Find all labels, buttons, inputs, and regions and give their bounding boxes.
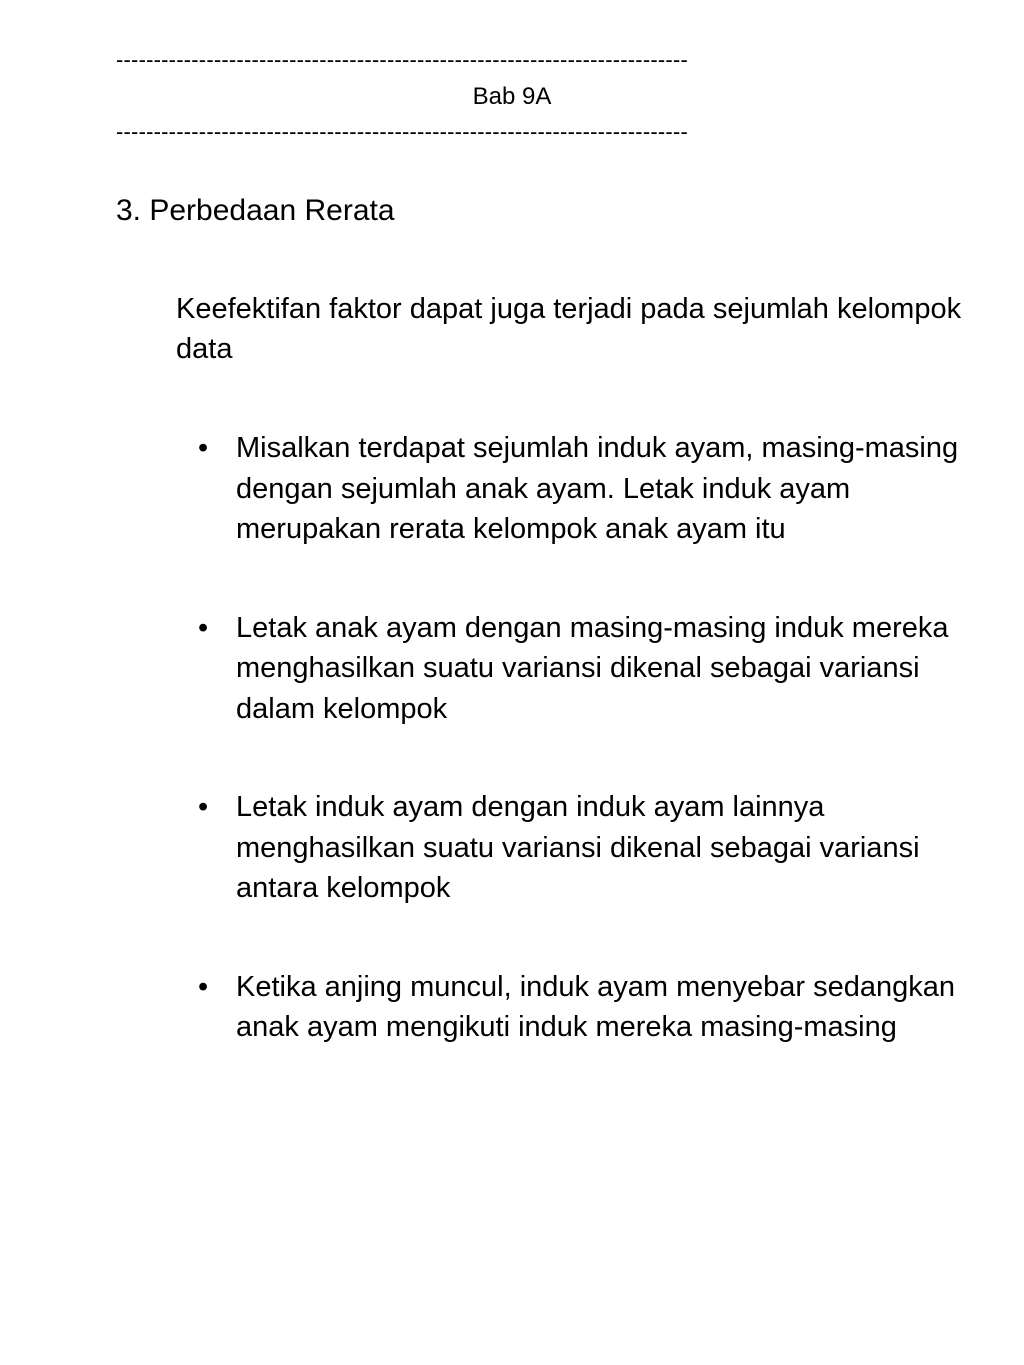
bullet-text: Misalkan terdapat sejumlah induk ayam, masing-masing dengan sejumlah anak ayam. Letak induk ayam merupakan rerata kelompok anak ayam itu: [236, 432, 959, 545]
bullet-item: [196, 608, 986, 730]
bullet-item: [196, 428, 986, 550]
bullet-marker: •: [198, 432, 209, 464]
bullet-marker: •: [198, 611, 209, 644]
header-divider-bottom: ----------------------------------------------------------------------------: [116, 120, 688, 144]
chapter-label: Bab 9A: [472, 83, 552, 110]
bullet-item: [196, 787, 986, 909]
bullet-text: Letak anak ayam dengan masing-masing induk mereka menghasilkan suatu variansi dikenal sebagai variansi dalam kelompok: [236, 611, 949, 725]
header-divider-top: ----------------------------------------------------------------------------: [116, 48, 688, 72]
bullet-text: Ketika anjing muncul, induk ayam menyebar sedangkan anak ayam mengikuti induk mereka masing-masing: [236, 970, 955, 1043]
bullet-item: [196, 967, 986, 1048]
bullet-list: [196, 428, 986, 1106]
intro-paragraph: Keefektifan faktor dapat juga terjadi pada sejumlah kelompok data: [176, 293, 962, 365]
bullet-marker: •: [198, 791, 209, 823]
bullet-marker: •: [198, 970, 209, 1003]
section-title: 3. Perbedaan Rerata: [116, 194, 395, 227]
bullet-text: Letak induk ayam dengan induk ayam lainnya menghasilkan suatu variansi dikenal sebagai variansi antara kelompok: [236, 791, 920, 904]
